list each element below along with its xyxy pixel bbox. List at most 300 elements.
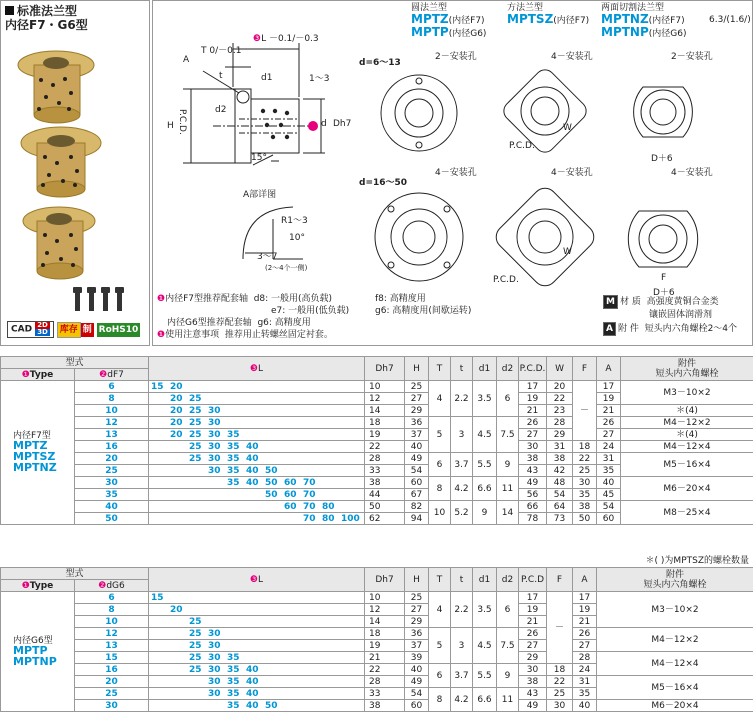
table-header-row <box>1 568 753 580</box>
t-value: 8 <box>429 477 451 501</box>
col-header: T <box>429 357 451 381</box>
t-value: 6 <box>429 664 451 688</box>
table-row <box>1 501 753 513</box>
dh7-value: 28 <box>365 453 405 465</box>
dim-15: 15° <box>251 153 267 163</box>
t-small-value: 3.7 <box>451 664 473 688</box>
d-subheader: ❷dG6 <box>75 580 149 592</box>
d1-value: 4.5 <box>473 417 497 453</box>
bushing-photo-square <box>21 127 101 197</box>
product-photos <box>1 35 149 315</box>
dim-d: d <box>321 119 327 129</box>
accessory-value: M3－10×2 <box>621 381 753 405</box>
w-value: 23 <box>547 405 573 417</box>
h-value: 49 <box>405 453 429 465</box>
t-value: 5 <box>429 417 451 453</box>
t-small-value: 5.2 <box>451 501 473 525</box>
l-values: 35 40 50 60 70 <box>149 477 365 489</box>
made-badge: 制 <box>82 324 92 335</box>
col-header: d1 <box>473 568 497 592</box>
pcd-label-round: P.C.D. <box>493 275 519 285</box>
a-value: 19 <box>573 604 597 616</box>
accessory-value: M4－12×4 <box>597 652 753 676</box>
badge-row <box>7 321 140 338</box>
pcd-value: 21 <box>519 616 547 628</box>
a-value: 26 <box>597 417 621 429</box>
col-header: P.C.D <box>519 568 547 592</box>
l-values: 25 30 35 <box>149 652 365 664</box>
a-value: 27 <box>573 640 597 652</box>
f-value: 38 <box>573 501 597 513</box>
a-value: 17 <box>597 381 621 393</box>
pcd-value: 78 <box>519 513 547 525</box>
table-row <box>1 700 753 712</box>
bushing-photo-cut <box>23 207 95 279</box>
pcd-value: 49 <box>519 477 547 489</box>
a-value: 24 <box>597 441 621 453</box>
h-value: 37 <box>405 640 429 652</box>
a-value: 40 <box>573 700 597 712</box>
accessory-value: M8－25×4 <box>621 501 753 525</box>
pcd-value: 27 <box>519 429 547 441</box>
t-value: 8 <box>429 688 451 712</box>
dh7-value: 10 <box>365 381 405 393</box>
dh7-value: 21 <box>365 652 405 664</box>
accessory-value: ＊(4) <box>621 405 753 417</box>
f-value: 22 <box>547 676 573 688</box>
dh7-value: 12 <box>365 604 405 616</box>
t-small-value: 3.7 <box>451 453 473 477</box>
a-value: 17 <box>573 592 597 604</box>
spec-table-f7 <box>0 356 753 525</box>
l-values: 20 <box>149 604 365 616</box>
d-value: 20 <box>75 676 149 688</box>
col-header: F <box>547 568 573 592</box>
l-values: 25 30 35 40 <box>149 441 365 453</box>
dh7-value: 38 <box>365 700 405 712</box>
spec-table-g6 <box>0 567 753 712</box>
l-values: 60 70 80 <box>149 501 365 513</box>
dh7-value: 50 <box>365 501 405 513</box>
accessory-value: M6－20×4 <box>597 700 753 712</box>
col-header: A <box>573 568 597 592</box>
col-header: d2 <box>497 568 519 592</box>
a-value: 27 <box>597 429 621 441</box>
f-label: F <box>661 273 667 283</box>
pcd-value: 43 <box>519 688 547 700</box>
accessory-value: M4－12×4 <box>621 441 753 453</box>
w-value: 64 <box>547 501 573 513</box>
w-value: 22 <box>547 393 573 405</box>
t-small-value: 3 <box>451 628 473 664</box>
col-header: Dh7 <box>365 357 405 381</box>
h-value: 60 <box>405 700 429 712</box>
pcd-value: 56 <box>519 489 547 501</box>
w-value: 20 <box>547 381 573 393</box>
w-value: 28 <box>547 417 573 429</box>
roughness-symbol: 6.3/(1.6/) <box>709 15 751 25</box>
stock-badge: 库存 <box>57 322 81 338</box>
t-value: 5 <box>429 628 451 664</box>
w-value: 73 <box>547 513 573 525</box>
d-value: 13 <box>75 429 149 441</box>
h-value: 29 <box>405 405 429 417</box>
d-value: 12 <box>75 417 149 429</box>
d-value: 16 <box>75 664 149 676</box>
a-value: 26 <box>573 628 597 640</box>
col-header: d2 <box>497 357 519 381</box>
l-values: 20 25 30 <box>149 405 365 417</box>
table-row <box>1 592 753 604</box>
d6-label-small: D＋6 <box>651 154 673 164</box>
h-value: 25 <box>405 592 429 604</box>
d-value: 10 <box>75 405 149 417</box>
a-detail-r: R1～3 <box>281 216 308 226</box>
a-value: 31 <box>573 676 597 688</box>
d2-value: 6 <box>497 592 519 628</box>
l-values: 30 35 40 50 <box>149 465 365 477</box>
d1-value: 5.5 <box>473 664 497 688</box>
f-value: 18 <box>547 664 573 676</box>
accessory-value: M6－20×4 <box>621 477 753 501</box>
l-values: 25 30 35 40 <box>149 664 365 676</box>
d-value: 6 <box>75 381 149 393</box>
f-value: 18 <box>573 441 597 453</box>
d-value: 13 <box>75 640 149 652</box>
product-title: 标准法兰型 内径F7・G6型 <box>5 4 88 32</box>
table-row <box>1 628 753 640</box>
dim-1-3: 1～3 <box>309 74 330 84</box>
d1-value: 6.6 <box>473 477 497 501</box>
table-header-row <box>1 357 753 369</box>
d2-value: 9 <box>497 453 519 477</box>
f-value: 25 <box>547 688 573 700</box>
w-value: 48 <box>547 477 573 489</box>
a-value: 35 <box>597 465 621 477</box>
a-value: 24 <box>573 664 597 676</box>
table-row <box>1 381 753 393</box>
d1-value: 9 <box>473 501 497 525</box>
dh7-value: 28 <box>365 676 405 688</box>
f-value: 35 <box>573 489 597 501</box>
dh7-value: 10 <box>365 592 405 604</box>
d-value: 25 <box>75 688 149 700</box>
l-values: 70 80 100 <box>149 513 365 525</box>
d-value: 30 <box>75 700 149 712</box>
w-value: 31 <box>547 441 573 453</box>
bushing-photo-round <box>18 51 94 123</box>
dh7-value: 18 <box>365 417 405 429</box>
d2-value: 11 <box>497 477 519 501</box>
l-header: ❸L <box>149 568 365 592</box>
d2-value: 14 <box>497 501 519 525</box>
material-info: M 材 质 高强度黄铜合金类 镶嵌固体润滑剂 A 附 件 短头内六角螺栓2～4个 <box>603 295 737 336</box>
shaft-notes-right: f8: 高精度用 g6: 高精度用(间歇运转) <box>375 294 472 316</box>
d-small-label: d=6～13 <box>359 58 401 68</box>
d-value: 16 <box>75 441 149 453</box>
dh7-value: 22 <box>365 664 405 676</box>
pcd-value: 49 <box>519 700 547 712</box>
pcd-value: 21 <box>519 405 547 417</box>
h-value: 40 <box>405 441 429 453</box>
accessory-value: M4－12×2 <box>597 628 753 652</box>
group-label-cell: 内径F7型 MPTZ MPTSZ MPTNZ <box>1 381 75 525</box>
col-header: d1 <box>473 357 497 381</box>
col-header: t <box>451 568 473 592</box>
product-header-section <box>0 0 753 348</box>
d2-value: 7.5 <box>497 628 519 664</box>
h-value: 36 <box>405 417 429 429</box>
table-row <box>1 429 753 441</box>
f-value: 50 <box>573 513 597 525</box>
dh7-value: 14 <box>365 405 405 417</box>
t-value: 4 <box>429 592 451 628</box>
hole4-label-round: 4－安装孔 <box>435 168 477 178</box>
technical-drawing-panel <box>152 0 753 346</box>
d1-value: 3.5 <box>473 592 497 628</box>
h-value: 40 <box>405 664 429 676</box>
h-value: 94 <box>405 513 429 525</box>
f-value: 30 <box>547 700 573 712</box>
shaft-notes: ❶内径F7型推荐配套轴 d8: 一般用(高负载) e7: 一般用(低负载) 内径G6型推荐配套轴 g6: 高精度用 ❶使用注意事项 推荐用止转螺丝固定衬套。 <box>157 294 350 340</box>
hole4-label-cut: 4－安装孔 <box>671 168 713 178</box>
f-value: 22 <box>573 453 597 465</box>
pcd-value: 38 <box>519 676 547 688</box>
cad-2d-badge[interactable]: 2D <box>37 321 48 329</box>
l-values: 20 25 <box>149 393 365 405</box>
a-value: 28 <box>573 652 597 664</box>
type-round: 圆法兰型 MPTZ(内径F7) MPTP(内径G6) <box>411 3 487 39</box>
d2-value: 6 <box>497 381 519 417</box>
w-value: 29 <box>547 429 573 441</box>
t-small-value: 4.2 <box>451 477 473 501</box>
pcd-value: 19 <box>519 393 547 405</box>
pcd-value: 26 <box>519 417 547 429</box>
f-value: 25 <box>573 465 597 477</box>
t-small-value: 4.2 <box>451 688 473 712</box>
col-header: H <box>405 357 429 381</box>
col-header: H <box>405 568 429 592</box>
d2-value: 11 <box>497 688 519 712</box>
t-value: 6 <box>429 453 451 477</box>
l-values: 15 20 <box>149 381 365 393</box>
d-value: 10 <box>75 616 149 628</box>
dh7-value: 19 <box>365 640 405 652</box>
h-value: 39 <box>405 652 429 664</box>
l-values: 25 30 35 40 <box>149 453 365 465</box>
table-row <box>1 676 753 688</box>
l-values: 30 35 40 <box>149 676 365 688</box>
t-small-value: 3 <box>451 417 473 453</box>
d2-value: 9 <box>497 664 519 688</box>
l-values: 25 <box>149 616 365 628</box>
d-value: 50 <box>75 513 149 525</box>
l-values: 15 <box>149 592 365 604</box>
accessory-value: M5－16×4 <box>597 676 753 700</box>
d-value: 8 <box>75 604 149 616</box>
dh7-value: 44 <box>365 489 405 501</box>
pcd-value: 29 <box>519 652 547 664</box>
table-row <box>1 441 753 453</box>
pcd-value: 27 <box>519 640 547 652</box>
f-dash: － <box>547 592 573 664</box>
type-subheader: ❶Type <box>1 369 75 381</box>
dim-d1: d1 <box>261 73 273 83</box>
h-value: 25 <box>405 381 429 393</box>
h-value: 36 <box>405 628 429 640</box>
h-value: 29 <box>405 616 429 628</box>
dim-d2: d2 <box>215 105 227 115</box>
accessory-value: M3－10×2 <box>597 592 753 628</box>
type-header: 型式 <box>1 357 149 369</box>
marker-4-icon <box>308 121 318 131</box>
w-label-large: W <box>563 247 572 257</box>
t-small-value: 2.2 <box>451 381 473 417</box>
dim-t-label: T 0/－0.1 <box>201 46 242 56</box>
accessory-header: 附件 短头内六角螺栓 <box>621 357 753 381</box>
d1-value: 4.5 <box>473 628 497 664</box>
dh7-value: 38 <box>365 477 405 489</box>
col-header: W <box>547 357 573 381</box>
type-header: 型式 <box>1 568 149 580</box>
a-value: 21 <box>573 616 597 628</box>
l-values: 20 25 30 35 <box>149 429 365 441</box>
hole2-label-cut: 2－安装孔 <box>671 52 713 62</box>
dh7-value: 62 <box>365 513 405 525</box>
dim-t-small: t <box>219 71 223 81</box>
a-detail-10deg: 10° <box>289 233 305 243</box>
table-row <box>1 453 753 465</box>
accessory-value: M4－12×2 <box>621 417 753 429</box>
l-values: 25 30 <box>149 628 365 640</box>
col-header: T <box>429 568 451 592</box>
col-header: t <box>451 357 473 381</box>
col-header: P.C.D. <box>519 357 547 381</box>
cad-badge[interactable]: CAD 2D 3D <box>7 321 54 338</box>
type-subheader: ❶Type <box>1 580 75 592</box>
w-value: 42 <box>547 465 573 477</box>
dh7-value: 19 <box>365 429 405 441</box>
d-value: 25 <box>75 465 149 477</box>
dh7-value: 14 <box>365 616 405 628</box>
t-value: 4 <box>429 381 451 417</box>
d2-value: 7.5 <box>497 417 519 453</box>
l-values: 50 60 70 <box>149 489 365 501</box>
d-subheader: ❷dF7 <box>75 369 149 381</box>
a-value: 40 <box>597 477 621 489</box>
dh7-value: 22 <box>365 441 405 453</box>
dh7-value: 18 <box>365 628 405 640</box>
h-value: 27 <box>405 604 429 616</box>
dim-a-label: A <box>183 55 190 65</box>
table-row <box>1 405 753 417</box>
table-row <box>1 477 753 489</box>
table-row <box>1 652 753 664</box>
a-value: 45 <box>597 489 621 501</box>
d-value: 30 <box>75 477 149 489</box>
dim-dh7: Dh7 <box>333 119 352 129</box>
hole2-label-round: 2－安装孔 <box>435 52 477 62</box>
dh7-value: 33 <box>365 688 405 700</box>
pcd-value: 26 <box>519 628 547 640</box>
col-header: A <box>597 357 621 381</box>
l-values: 25 30 <box>149 640 365 652</box>
t-value: 10 <box>429 501 451 525</box>
a-detail-title: A部详图 <box>243 190 277 200</box>
h-value: 54 <box>405 465 429 477</box>
t-small-value: 2.2 <box>451 592 473 628</box>
pcd-value: 43 <box>519 465 547 477</box>
square-bullet-icon <box>5 6 14 15</box>
w-label-small: W <box>563 123 572 133</box>
d-value: 6 <box>75 592 149 604</box>
l-values: 35 40 50 <box>149 700 365 712</box>
h-value: 67 <box>405 489 429 501</box>
d-value: 35 <box>75 489 149 501</box>
d-value: 15 <box>75 652 149 664</box>
d1-value: 6.6 <box>473 688 497 712</box>
a-value: 35 <box>573 688 597 700</box>
pcd-value: 38 <box>519 453 547 465</box>
d-value: 12 <box>75 628 149 640</box>
d-value: 20 <box>75 453 149 465</box>
footnote-mptsz: ＊( )为MPTSZ的螺栓数量 <box>645 556 749 566</box>
accessory-header: 附件 短头内六角螺栓 <box>597 568 753 592</box>
col-header: Dh7 <box>365 568 405 592</box>
d-value: 40 <box>75 501 149 513</box>
hole4-label-square: 4－安装孔 <box>551 52 593 62</box>
accessory-value: ＊(4) <box>621 429 753 441</box>
l-values: 20 25 30 <box>149 417 365 429</box>
h-value: 60 <box>405 477 429 489</box>
a-value: 31 <box>597 453 621 465</box>
pcd-value: 17 <box>519 381 547 393</box>
a-detail-37: 3～7 <box>257 252 278 262</box>
type-cut: 两面切割法兰型 MPTNZ(内径F7) MPTNP(内径G6) <box>601 3 687 39</box>
w-value: 38 <box>547 453 573 465</box>
pcd-value: 30 <box>519 664 547 676</box>
product-subtitle: 内径F7・G6型 <box>5 18 88 32</box>
d6-label-large: D＋6 <box>653 288 675 298</box>
dh7-value: 12 <box>365 393 405 405</box>
dh7-value: 33 <box>365 465 405 477</box>
type-square: 方法兰型 MPTSZ(内径F7) <box>507 3 590 26</box>
cad-3d-badge[interactable]: 3D <box>37 328 48 336</box>
d1-value: 3.5 <box>473 381 497 417</box>
a-value: 21 <box>597 405 621 417</box>
pcd-label-square: P.C.D. <box>509 141 535 151</box>
group-label-cell: 内径G6型 MPTP MPTNP <box>1 592 75 712</box>
dim-l-tolerance: ❸L －0.1/－0.3 <box>253 34 319 44</box>
w-value: 54 <box>547 489 573 501</box>
h-value: 49 <box>405 676 429 688</box>
a-detail-note: (2～4个一侧) <box>265 264 308 272</box>
d1-value: 5.5 <box>473 453 497 477</box>
dim-h: H <box>167 121 174 131</box>
h-value: 54 <box>405 688 429 700</box>
d-value: 8 <box>75 393 149 405</box>
d-large-label: d=16～50 <box>359 178 408 188</box>
h-value: 82 <box>405 501 429 513</box>
col-header: F <box>573 357 597 381</box>
rohs-badge: RoHS10 <box>98 324 139 335</box>
pcd-value: 19 <box>519 604 547 616</box>
product-photo-panel <box>0 0 150 346</box>
bolt-photos <box>73 287 124 311</box>
l-header: ❸L <box>149 357 365 381</box>
a-value: 54 <box>597 501 621 513</box>
l-values: 30 35 40 <box>149 688 365 700</box>
